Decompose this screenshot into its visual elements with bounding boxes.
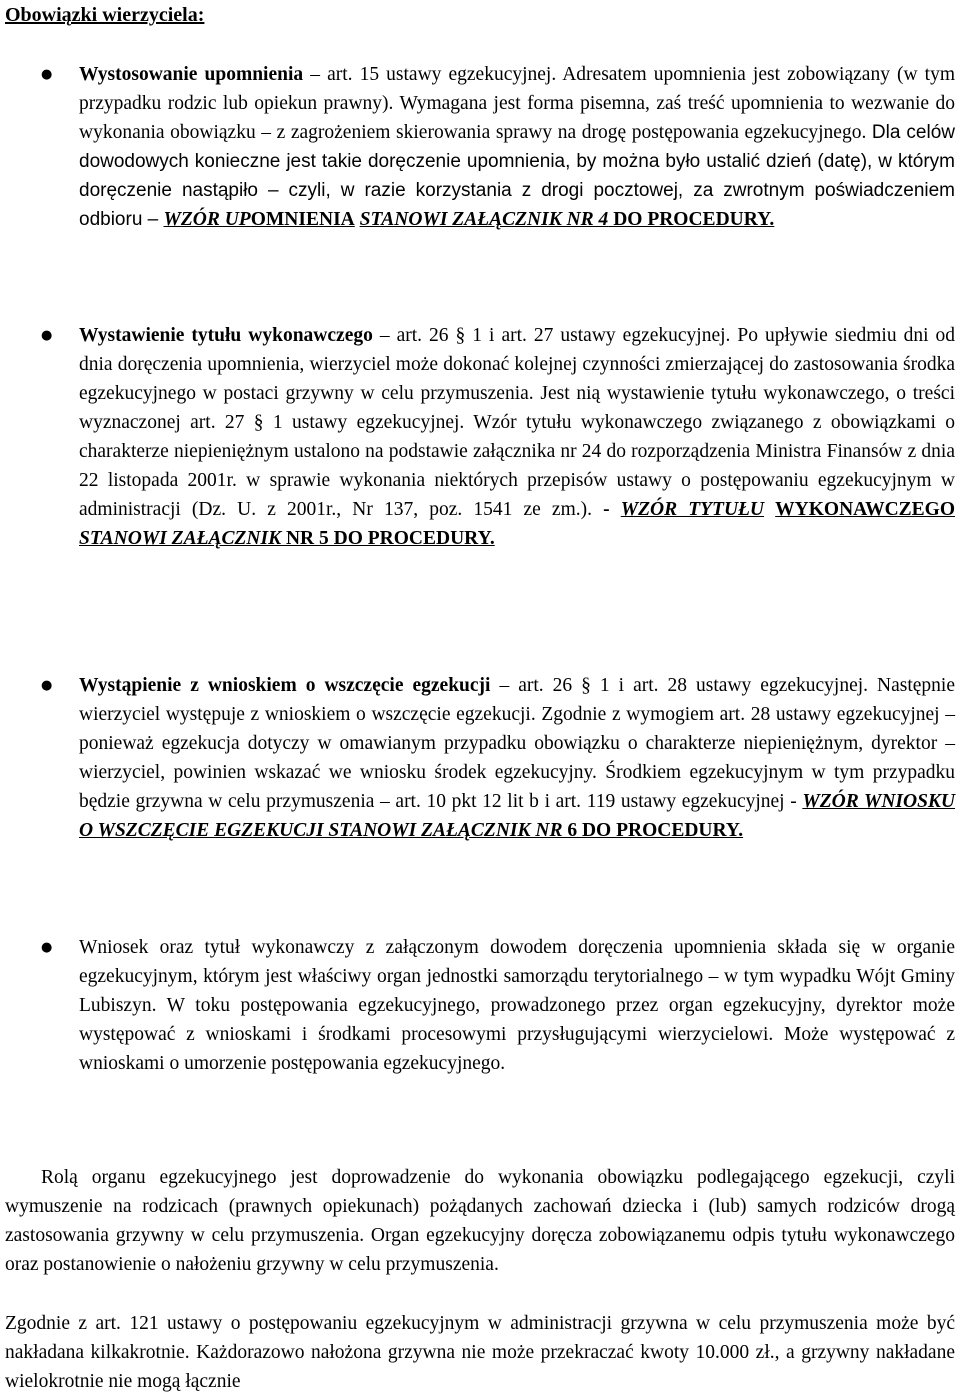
item-text: – art. 26 § 1 i art. 27 ustawy egzekucyjnej. Po upływie siedmiu dni od dnia doręczenia upomnienia, wierzyciel może dokonać kolejnej czynności zmierzającej do zastosowania środka egzekucyjnego w postaci grzywny w celu przymuszenia. Jest nią wystawienie tytułu wykonawczego, o treści wyznaczonej art. 27 § 1 ustawy egzekucyjnej. Wzór tytułu wykonawczego związanego z obowiązkami o charakterze niepieniężnym ustalono na podstawie załącznika nr 24 do rozporządzenia Ministra Finansów z dnia 22 listopada 2001r. w sprawie wykonania niektórych przepisów ustawy o postępowaniu egzekucyjnym w administracji (Dz. U. z 2001r., Nr 137, poz. 1541 ze zm.).	[79, 325, 955, 520]
item-text: Wniosek oraz tytuł wykonawczy z załączonym dowodem doręczenia upomnienia składa się w organie egzekucyjnym, którym jest właściwy organ jednostki samorządu terytorialnego – w tym wypadku Wójt Gminy Lubiszyn. W toku postępowania egzekucyjnego, prowadzonego przez organ egzekucyjny, dyrektor może występować z wnioskami i środkami procesowymi przysługującymi wierzycielowi. Może występować z wnioskami o umorzenie postępowania egzekucyjnego.	[79, 937, 955, 1074]
template-reference-end: 6 DO PROCEDURY.	[562, 820, 744, 841]
item-text-sans: Dla celów dowodowych konieczne jest takie doręczenie upomnienia, by można było ustalić dzień (datę), w którym doręczenie nastąpiło – czyli, w razie korzystania z drogi pocztowej, za zwrotnym poświadczeniem odbioru –	[79, 122, 955, 230]
item-text: – art. 26 § 1 i art. 28 ustawy egzekucyjnej. Następnie wierzyciel występuje z wnioskiem o wszczęcie egzekucji. Zgodnie z wymogiem art. 28 ustawy egzekucyjnej – ponieważ egzekucja dotyczy w omawianym przypadku obowiązku o charakterze niepieniężnym, dyrektor – wierzyciel, powinien wskazać we wniosku środek egzekucyjny. Środkiem egzekucyjnym w tym przypadku będzie grzywna w celu przymuszenia – art. 10 pkt 12 lit b i art. 119 ustawy egzekucyjnej -	[79, 675, 955, 812]
template-reference-end: DO PROCEDURY.	[608, 209, 775, 230]
bullet-icon: ●	[41, 67, 53, 82]
item-lead: Wystąpienie z wnioskiem o wszczęcie egzekucji	[79, 675, 491, 696]
template-reference-end: NR 5 DO PROCEDURY.	[281, 528, 495, 549]
section-heading: Obowiązki wierzyciela:	[5, 4, 205, 26]
template-reference-caps: WYKONAWCZEGO	[775, 499, 956, 520]
template-reference: WZÓR TYTUŁU	[620, 499, 765, 520]
item-text: – art. 15 ustawy egzekucyjnej. Adresatem upomnienia jest zobowiązany (w tym przypadku rodzic lub opiekun prawny). Wymagana jest forma pisemna, zaś treść upomnienia to wezwanie do wykonania obowiązku – z zagrożeniem skierowania sprawy na drogę postępowania egzekucyjnego.	[79, 64, 956, 143]
template-reference-attachment: STANOWI ZAŁĄCZNIK NR 4	[359, 209, 609, 230]
paragraph-grzywna-kilkakrotnie: Zgodnie z art. 121 ustawy o postępowaniu egzekucyjnym w administracji grzywna w celu przymuszenia może być nakładana kilkakrotnie. Każdorazowo nałożona grzywna nie może przekraczać kwoty 10.000 zł., a grzywny nakładane wielokrotnie nie mogą łącznie	[5, 1313, 955, 1392]
template-reference-caps: OMNIENIA	[250, 209, 355, 230]
template-reference: WZÓR UP	[163, 209, 251, 230]
paragraph-rola-organu: Rolą organu egzekucyjnego jest doprowadzenie do wykonania obowiązku podlegającego egzekucji, czyli wymuszenie na rodzicach (prawnych opiekunach) pożądanych zachowań dziecka i (lub) samych rodziców drogą zastosowania grzywny w celu przymuszenia. Organ egzekucyjny doręcza zobowiązanemu odpis tytułu wykonawczego oraz postanowienie o nałożeniu grzywny w celu przymuszenia.	[5, 1167, 955, 1275]
item-lead: Wystosowanie upomnienia	[79, 64, 304, 85]
bullet-icon: ●	[41, 940, 53, 955]
item-lead: Wystawienie tytułu wykonawczego	[79, 325, 373, 346]
list-item-wniosek-o-wszczecie	[41, 671, 956, 845]
template-reference-attachment: STANOWI ZAŁĄCZNIK	[79, 528, 282, 549]
list-item-tytul-wykonawczy	[41, 321, 956, 553]
bullet-icon: ●	[41, 678, 53, 693]
list-item-upomnienie	[41, 60, 956, 234]
bullet-icon: ●	[41, 328, 53, 343]
item-dash: -	[603, 499, 621, 520]
list-item-organ-egzekucyjny	[41, 933, 955, 1078]
template-reference: WZÓR WNIOSKU O WSZCZĘCIE EGZEKUCJI STANOWI ZAŁĄCZNIK NR	[79, 791, 956, 841]
